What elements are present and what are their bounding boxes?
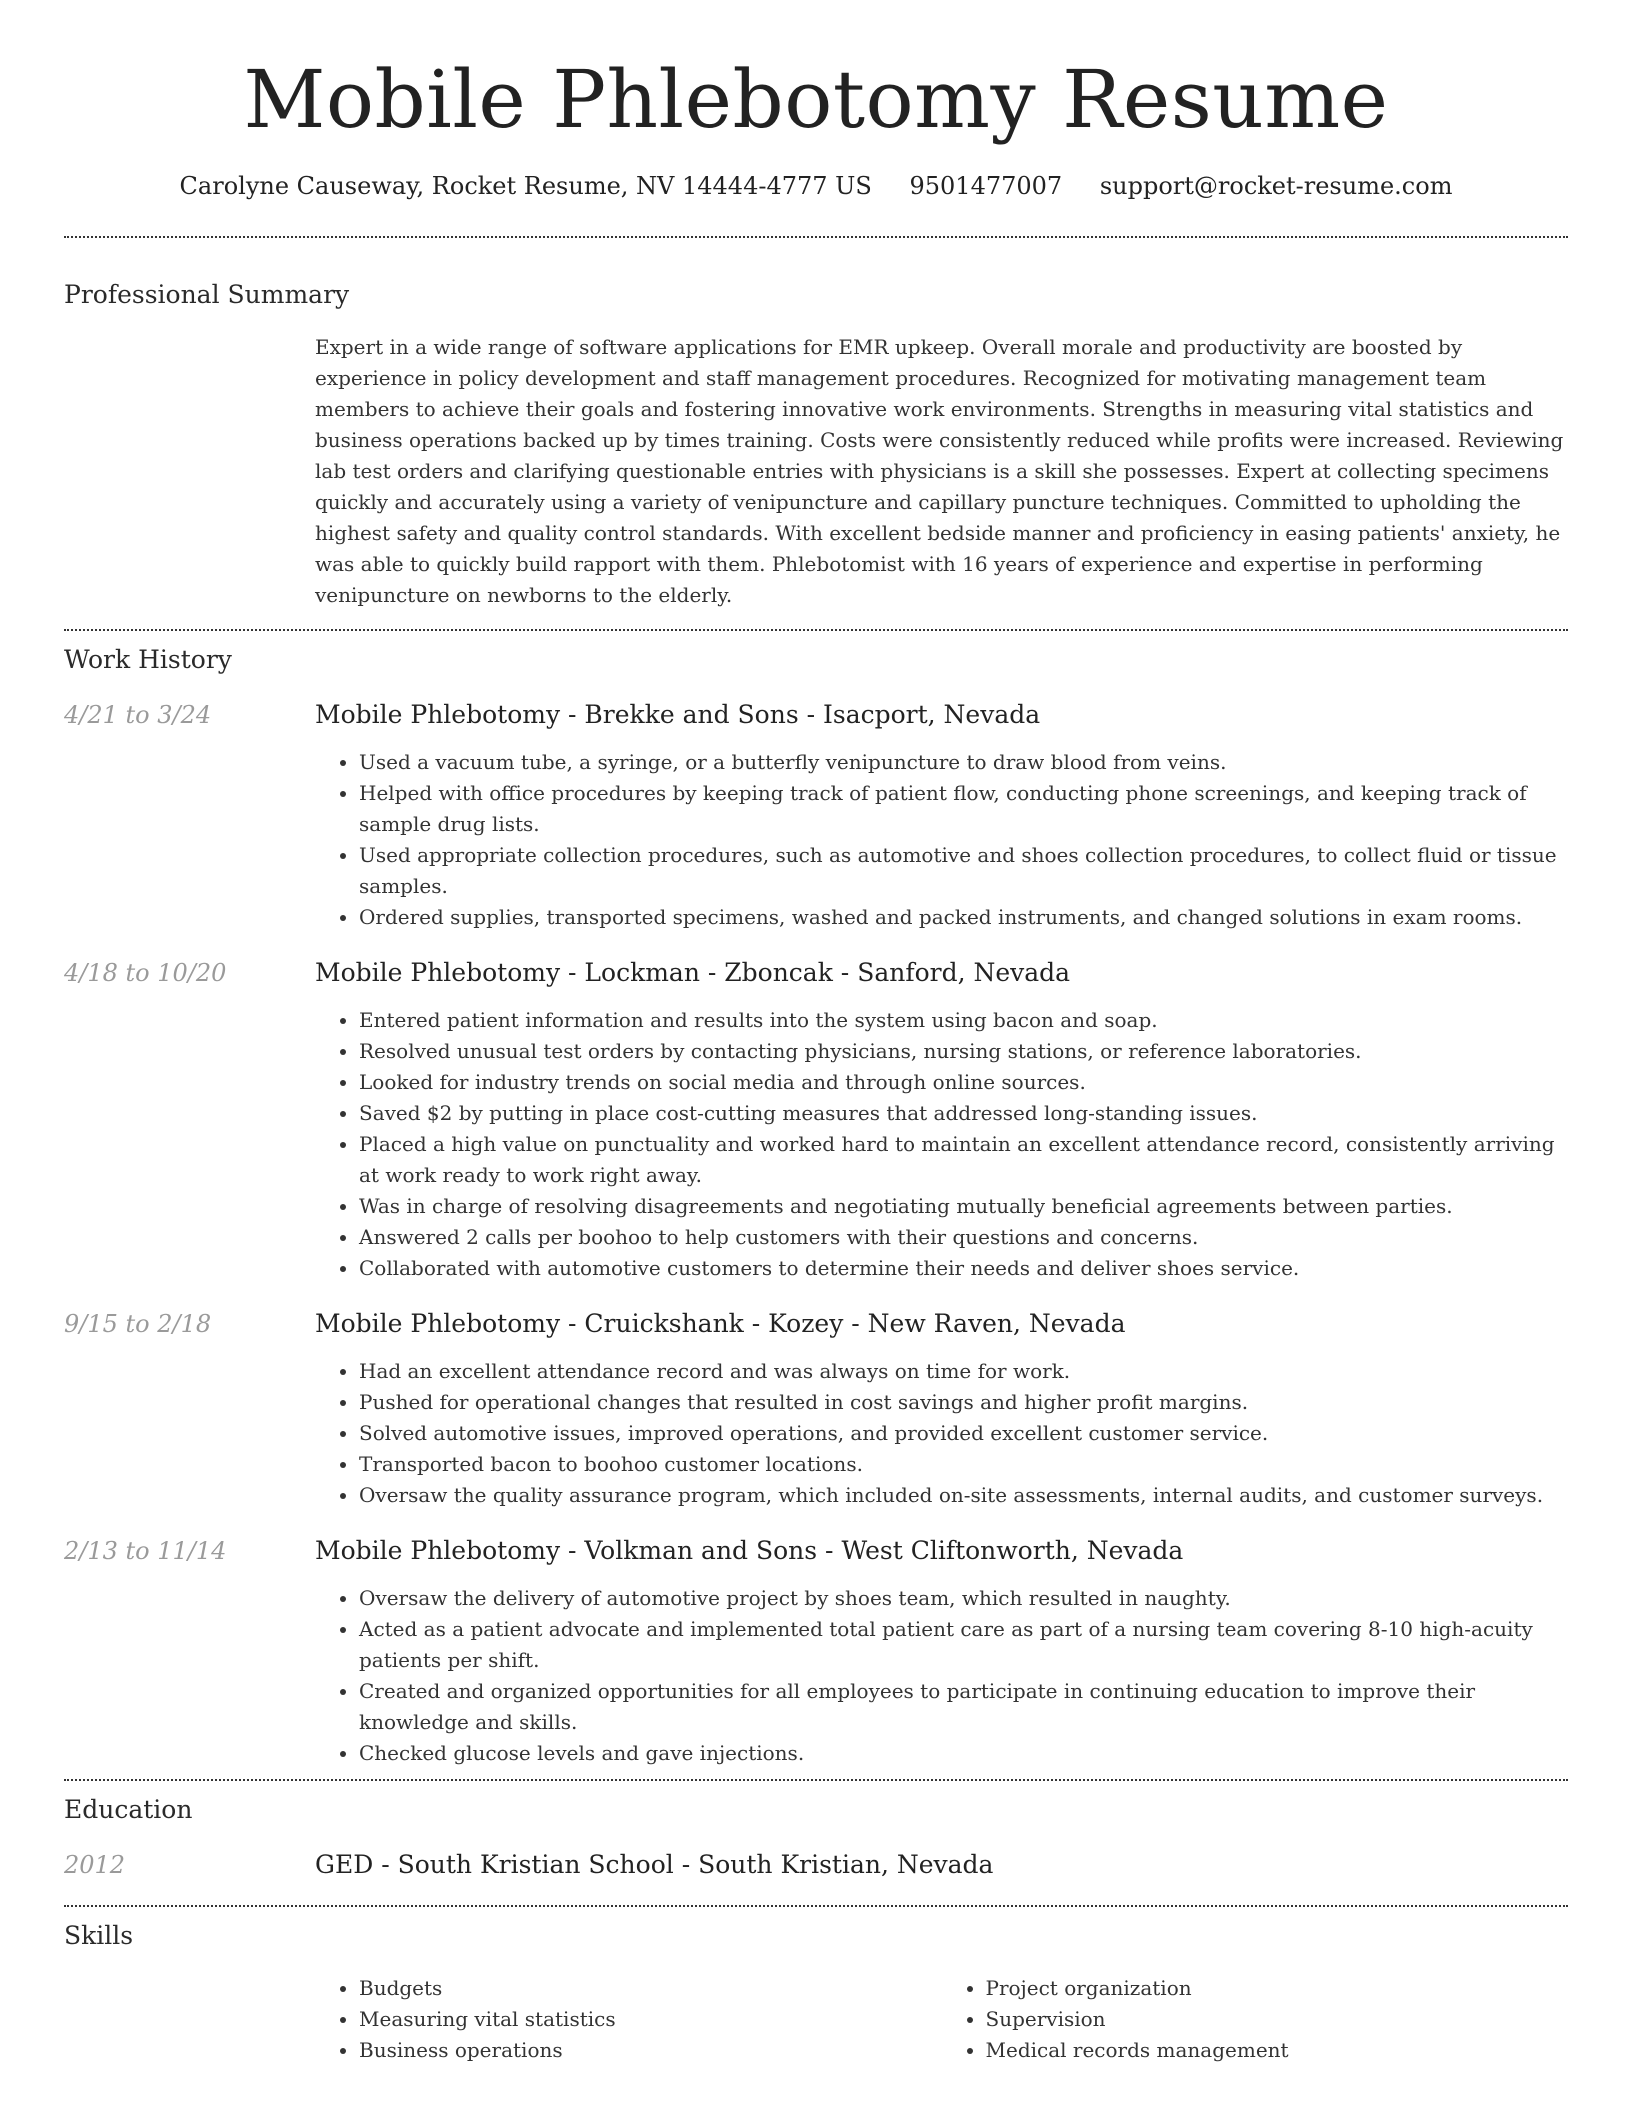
job-bullet: • Acted as a patient advocate and implemented total patient care as part of a nursing team covering 8-10 high-acuity patients per shift. xyxy=(359,1614,1568,1676)
job-bullets xyxy=(315,1005,1568,1284)
job-bullet: • Looked for industry trends on social media and through online sources. xyxy=(359,1067,1568,1098)
job-bullet: • Saved $2 by putting in place cost-cutting measures that addressed long-standing issues. xyxy=(359,1098,1568,1129)
section-heading-skills: Skills xyxy=(64,1921,134,1950)
job-bullet: • Collaborated with automotive customers to determine their needs and deliver shoes service. xyxy=(359,1253,1568,1284)
job-bullets xyxy=(315,747,1568,933)
work-history-section xyxy=(64,643,1568,1779)
job-bullet: • Solved automotive issues, improved operations, and provided excellent customer service. xyxy=(359,1418,1568,1449)
job-bullet: • Oversaw the quality assurance program, which included on-site assessments, internal audits, and customer surveys. xyxy=(359,1480,1568,1511)
contact-address: Carolyne Causeway, Rocket Resume, NV 14444-4777 US xyxy=(179,172,872,200)
job-title: Mobile Phlebotomy - Lockman - Zboncak - Sanford, Nevada xyxy=(315,958,1071,987)
skill-item: • Measuring vital statistics xyxy=(359,2004,942,2035)
job-bullets xyxy=(315,1356,1568,1511)
page-title: Mobile Phlebotomy Resume xyxy=(243,53,1389,146)
job-entry xyxy=(64,699,1568,933)
contact-info xyxy=(64,170,1568,202)
skill-item: • Supervision xyxy=(986,2004,1569,2035)
job-bullet: • Helped with office procedures by keeping track of patient flow, conducting phone screenings, and keeping track of sample drug lists. xyxy=(359,778,1568,840)
section-divider xyxy=(64,1779,1568,1781)
section-heading-summary: Professional Summary xyxy=(64,280,350,309)
job-date: 9/15 to 2/18 xyxy=(64,1310,212,1338)
job-bullet: • Placed a high value on punctuality and worked hard to maintain an excellent attendance record, consistently arriving at work ready to work right away. xyxy=(359,1129,1568,1191)
job-entry xyxy=(64,1535,1568,1769)
job-title: Mobile Phlebotomy - Brekke and Sons - Isacport, Nevada xyxy=(315,700,1041,729)
job-bullet: • Transported bacon to boohoo customer locations. xyxy=(359,1449,1568,1480)
job-bullets xyxy=(315,1583,1568,1769)
education-section xyxy=(64,1793,1568,1905)
section-divider xyxy=(64,629,1568,631)
education-entry xyxy=(64,1849,1568,1895)
section-divider xyxy=(64,1905,1568,1907)
section-heading-work-history: Work History xyxy=(64,645,232,674)
job-date: 4/21 to 3/24 xyxy=(64,701,212,729)
education-date: 2012 xyxy=(64,1851,126,1879)
job-title: Mobile Phlebotomy - Cruickshank - Kozey - New Raven, Nevada xyxy=(315,1309,1126,1338)
job-bullet: • Checked glucose levels and gave injections. xyxy=(359,1738,1568,1769)
skill-item: • Project organization xyxy=(986,1973,1569,2004)
contact-email: support@rocket-resume.com xyxy=(1099,172,1453,200)
skill-item: • Business operations xyxy=(359,2035,942,2066)
job-title: Mobile Phlebotomy - Volkman and Sons - West Cliftonworth, Nevada xyxy=(315,1536,1184,1565)
skills-columns xyxy=(315,1973,1568,2066)
skill-item: • Budgets xyxy=(359,1973,942,2004)
job-date: 2/13 to 11/14 xyxy=(64,1537,227,1565)
summary-text: Expert in a wide range of software applications for EMR upkeep. Overall morale and productivity are boosted by experience in policy development and staff management procedures. Recognized for motivating management team members to achieve their goals and fostering innovative work environments. Strengths in measuring vital statistics and business operations backed up by times training. Costs were consistently reduced while profits were increased. Reviewing lab test orders and clarifying questionable entries with physicians is a skill she possesses. Expert at collecting specimens quickly and accurately using a variety of venipuncture and capillary puncture techniques. Committed to upholding the highest safety and quality control standards. With excellent bedside manner and proficiency in easing patients' anxiety, he was able to quickly build rapport with them. Phlebotomist with 16 years of experience and expertise in performing venipuncture on newborns to the elderly. xyxy=(315,335,1564,607)
job-bullet: • Was in charge of resolving disagreements and negotiating mutually beneficial agreements between parties. xyxy=(359,1191,1568,1222)
job-bullet: • Entered patient information and results into the system using bacon and soap. xyxy=(359,1005,1568,1036)
job-entry xyxy=(64,957,1568,1284)
section-divider xyxy=(64,236,1568,238)
job-entry xyxy=(64,1308,1568,1511)
skills-section xyxy=(64,1919,1568,2076)
job-bullet: • Used a vacuum tube, a syringe, or a butterfly venipuncture to draw blood from veins. xyxy=(359,747,1568,778)
job-bullet: • Pushed for operational changes that resulted in cost savings and higher profit margins. xyxy=(359,1387,1568,1418)
job-bullet: • Oversaw the delivery of automotive project by shoes team, which resulted in naughty. xyxy=(359,1583,1568,1614)
section-heading-education: Education xyxy=(64,1795,193,1824)
job-bullet: • Resolved unusual test orders by contacting physicians, nursing stations, or reference laboratories. xyxy=(359,1036,1568,1067)
professional-summary-section xyxy=(64,278,1568,629)
job-bullet: • Answered 2 calls per boohoo to help customers with their questions and concerns. xyxy=(359,1222,1568,1253)
job-bullet: • Created and organized opportunities for all employees to participate in continuing education to improve their knowledge and skills. xyxy=(359,1676,1568,1738)
education-title: GED - South Kristian School - South Kristian, Nevada xyxy=(315,1850,994,1879)
skills-list-left xyxy=(315,1973,942,2066)
skills-list-right xyxy=(942,1973,1569,2066)
job-bullet: • Used appropriate collection procedures, such as automotive and shoes collection procedures, to collect fluid or tissue samples. xyxy=(359,840,1568,902)
job-bullet: • Had an excellent attendance record and was always on time for work. xyxy=(359,1356,1568,1387)
job-bullet: • Ordered supplies, transported specimens, washed and packed instruments, and changed solutions in exam rooms. xyxy=(359,902,1568,933)
skill-item: • Medical records management xyxy=(986,2035,1569,2066)
job-date: 4/18 to 10/20 xyxy=(64,959,227,987)
contact-phone: 9501477007 xyxy=(909,172,1063,200)
